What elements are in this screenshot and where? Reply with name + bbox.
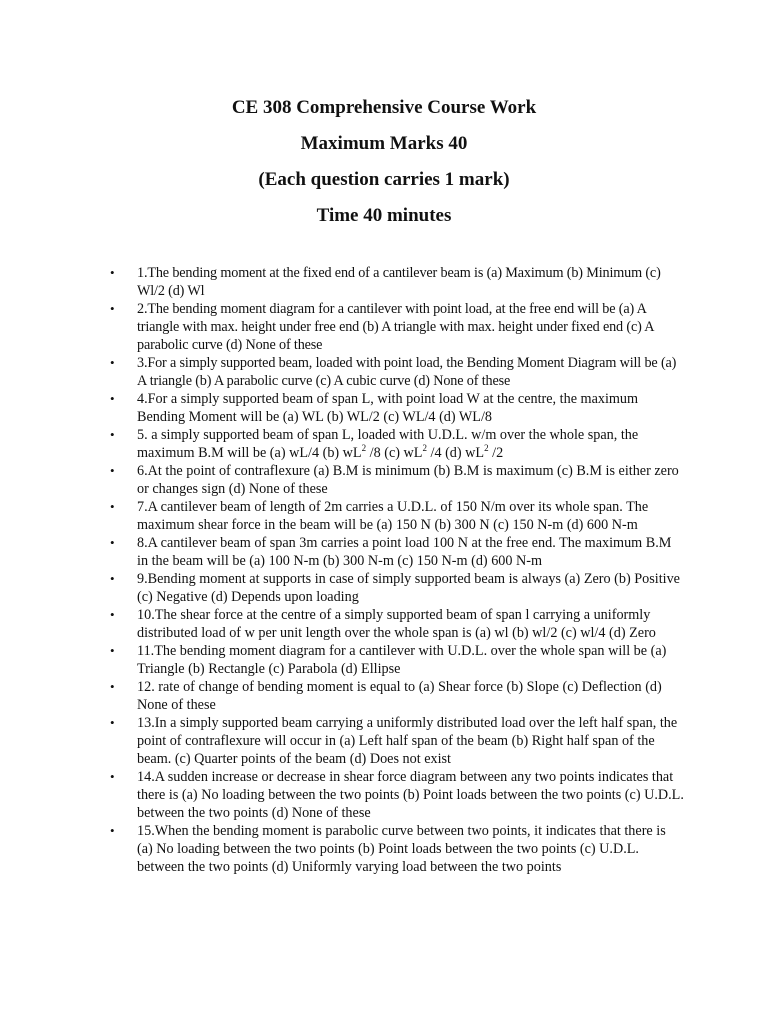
bullet-icon: • [110, 499, 115, 514]
question-9 [110, 570, 685, 606]
bullet-icon: • [110, 535, 115, 550]
question-text: 7.A cantilever beam of length of 2m carries a U.D.L. of 150 N/m over its whole span. The maximum shear force in the beam will be (a) 150 N (b) 300 N (c) 150 N-m (d) 600 N-m [137, 499, 649, 533]
question-text: 9.Bending moment at supports in case of simply supported beam is always (a) Zero (b) Positive (c) Negative (d) Depends upon loading [137, 571, 680, 605]
question-text: 14.A sudden increase or decrease in shear force diagram between any two points indicates that there is (a) No loading between the two points (b) Point loads between the two points (c) U.D.L. between the two points (d) None of these [137, 769, 684, 821]
question-10 [110, 606, 685, 642]
bullet-icon: • [110, 391, 115, 406]
question-2 [110, 300, 685, 354]
question-text: 10.The shear force at the centre of a simply supported beam of span l carrying a uniformly distributed load of w per unit length over the whole span is (a) wl (b) wl/2 (c) wl/4 (d) Zero [137, 607, 656, 641]
question-text: 6.At the point of contraflexure (a) B.M is minimum (b) B.M is maximum (c) B.M is either zero or changes sign (d) None of these [137, 463, 679, 497]
bullet-icon: • [110, 715, 115, 730]
question-15 [110, 822, 685, 876]
question-6 [110, 462, 685, 498]
question-12 [110, 678, 685, 714]
question-13 [110, 714, 685, 768]
bullet-icon: • [110, 427, 115, 442]
question-14 [110, 768, 685, 822]
question-text: 3.For a simply supported beam, loaded with point load, the Bending Moment Diagram will be (a) A triangle (b) A parabolic curve (c) A cubic curve (d) None of these [137, 355, 677, 389]
question-text: 12. rate of change of bending moment is equal to (a) Shear force (b) Slope (c) Deflection (d) None of these [137, 679, 662, 713]
marks-note: (Each question carries 1 mark) [258, 169, 510, 190]
question-text: 8.A cantilever beam of span 3m carries a point load 100 N at the free end. The maximum B.M in the beam will be (a) 100 N-m (b) 300 N-m (c) 150 N-m (d) 600 N-m [137, 535, 672, 569]
superscript-2: 2 [422, 443, 427, 453]
bullet-icon: • [110, 265, 115, 280]
question-5 [110, 426, 685, 462]
bullet-icon: • [110, 769, 115, 784]
question-text: 15.When the bending moment is parabolic curve between two points, it indicates that there is (a) No loading between the two points (b) Point loads between the two points (c) U.D.L. between the two points (d) Uniformly varying load between the two points [137, 823, 666, 875]
maximum-marks: Maximum Marks 40 [300, 133, 468, 154]
question-3 [110, 354, 685, 390]
bullet-icon: • [110, 679, 115, 694]
bullet-icon: • [110, 463, 115, 478]
question-1 [110, 264, 685, 300]
question-text: 13.In a simply supported beam carrying a uniformly distributed load over the left half span, the point of contraflexure will occur in (a) Left half span of the beam (b) Right half span of the beam. (c) Quarter points of the beam (d) Does not exist [137, 715, 678, 767]
question-list [110, 264, 685, 876]
course-title: CE 308 Comprehensive Course Work [231, 97, 537, 118]
bullet-icon: • [110, 571, 115, 586]
superscript-2: 2 [484, 443, 489, 453]
bullet-icon: • [110, 355, 115, 370]
question-7 [110, 498, 685, 534]
question-text: 5. a simply supported beam of span L, loaded with U.D.L. w/m over the whole span, the maximum B.M will be (a) wL/4 (b) $wL^2$ /8 (c) $wL^2$ /4 (d) $wL^2$ /2 [137, 427, 639, 461]
question-11 [110, 642, 685, 678]
question-8 [110, 534, 685, 570]
superscript-2: 2 [361, 443, 367, 453]
question-text: 1.The bending moment at the fixed end of a cantilever beam is (a) Maximum (b) Minimum (c) Wl/2 (d) Wl [137, 265, 661, 299]
time-limit: Time 40 minutes [316, 205, 452, 226]
question-text: 2.The bending moment diagram for a cantilever with point load, at the free end will be (a) A triangle with max. height under free end (b) A triangle with max. height under fixed end (c) A parabolic curve (d) None of these [137, 301, 654, 353]
bullet-icon: • [110, 643, 115, 658]
bullet-icon: • [110, 823, 115, 838]
question-4 [110, 390, 685, 426]
document-header [0, 90, 768, 234]
bullet-icon: • [110, 607, 115, 622]
question-text: 11.The bending moment diagram for a cantilever with U.D.L. over the whole span will be (a) Triangle (b) Rectangle (c) Parabola (d) Ellipse [137, 643, 667, 677]
bullet-icon: • [110, 301, 115, 316]
question-text: 4.For a simply supported beam of span L, with point load W at the centre, the maximum Bending Moment will be (a) WL (b) WL/2 (c) WL/4 (d) WL/8 [137, 391, 639, 425]
